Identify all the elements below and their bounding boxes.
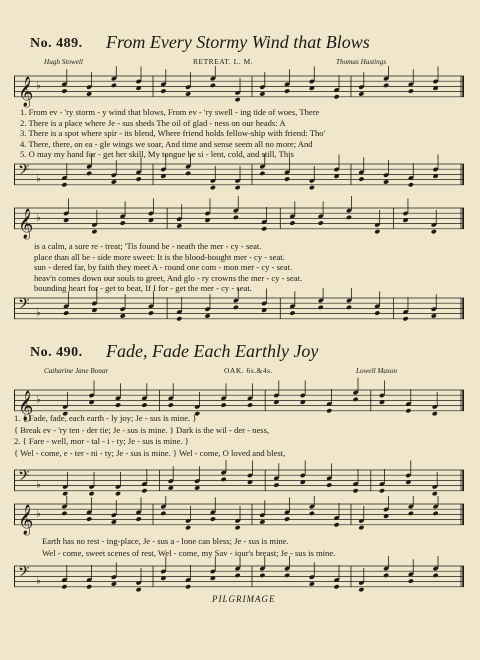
verse-line: { Wel - come, e - ter - ni - ty; Je - sus is mine. } Wel - come, O loved and blest, [14, 447, 286, 458]
hymn-490-number: No. 490. [30, 345, 83, 360]
svg-text:𝄢: 𝄢 [18, 563, 30, 585]
verse-line: 5. O may my hand for - get her skill, My tongue be si - lent, cold, and still, This [20, 149, 294, 160]
hymn-489-author: Hugh Stowell [44, 58, 83, 66]
footer-tune-name: PILGRIMAGE [212, 594, 276, 604]
hymn-489-composer: Thomas Hastings [336, 58, 387, 66]
hymn-490-tune: OAK. 6s.&4s. [224, 366, 273, 375]
verse-line: 4. There, there, on ea - gle wings we soar, And time and sense seem all no more; And [20, 138, 313, 149]
svg-text:𝄢: 𝄢 [18, 467, 30, 489]
treble-staff-drawing [14, 196, 464, 243]
svg-text:♭: ♭ [36, 173, 41, 185]
verse-line: 1. From ev - 'ry storm - y wind that blows, From ev - 'ry swell - ing tide of woes, There [20, 107, 320, 117]
hymn-489-treble-staff-2 [14, 196, 464, 243]
svg-text:𝄞: 𝄞 [18, 76, 34, 107]
verse-line: sun - dered far, by faith they meet A - round one com - mon mer - cy - seat. [34, 262, 293, 273]
hymn-489-bass-staff-1 [14, 154, 464, 199]
svg-text:♭: ♭ [36, 508, 41, 520]
svg-text:𝄞: 𝄞 [18, 390, 34, 421]
bass-staff-drawing [14, 288, 464, 333]
hymn-489-bass-staff-2 [14, 288, 464, 333]
hymn-489-tune: RETREAT. L. M. [193, 57, 253, 66]
hymn-489-title: From Every Stormy Wind that Blows [106, 32, 370, 52]
svg-text:♭: ♭ [36, 479, 41, 491]
svg-text:♭: ♭ [36, 80, 41, 92]
hymn-490-treble-staff-2 [14, 496, 464, 539]
svg-text:♭: ♭ [36, 394, 41, 406]
verse-line: heav'n comes down our souls to greet, And glo - ry crowns the mer - cy - seat. [34, 272, 303, 283]
verse-line: 2. There is a place where Je - sus sheds The oil of glad - ness on our heads: A [20, 117, 286, 128]
verse-line: Earth has no rest - ing-place, Je - sus a - lone can bless; Je - sus is mine. [42, 536, 289, 546]
hymn-490-composer: Lowell Mason [356, 367, 397, 375]
svg-text:𝄞: 𝄞 [18, 208, 34, 239]
hymn-489-treble-staff-1 [14, 66, 464, 111]
bass-staff-drawing [14, 154, 464, 199]
hymn-490-title: Fade, Fade Each Earthly Joy [106, 341, 319, 361]
hymn-489-verses-2 [34, 242, 302, 293]
verse-line: is a calm, a sure re - treat; 'Tis found be - neath the mer - cy - seat. [34, 241, 262, 251]
svg-text:♭: ♭ [36, 307, 41, 319]
svg-text:♭: ♭ [36, 212, 41, 224]
verse-line: { Break ev - 'ry ten - der tie; Je - sus is mine. } Dark is the wil - der - ness, [14, 424, 270, 435]
svg-text:𝄢: 𝄢 [18, 295, 30, 317]
hymn-489-number: No. 489. [30, 36, 83, 51]
verse-line: place than all be - side more sweet: It is the blood-bought mer - cy - seat. [34, 251, 285, 262]
verse-line: 2. { Fare - well, mor - tal - i - ty; Je - sus is mine. } [14, 436, 189, 447]
verse-line: Wel - come, sweet scenes of rest, Wel - come, my Sav - iour's breast; Je - sus is mine. [42, 547, 336, 558]
verse-line: 3. There is a spot where spir - its blend, Where friend holds fellow-ship with friend: Tho' [20, 128, 326, 139]
svg-text:♭: ♭ [36, 575, 41, 587]
hymn-490-author: Catharine Jane Bonar [44, 367, 109, 375]
verse-line: 1. { Fade, fade, each earth - ly joy; Je - sus is mine. } [14, 413, 197, 423]
hymn-490-verses-1 [14, 414, 285, 457]
treble-staff-drawing [14, 496, 464, 539]
hymn-490-verses-2 [42, 537, 335, 557]
svg-text:𝄞: 𝄞 [18, 504, 34, 535]
hymn-489-verses-1 [20, 108, 325, 159]
svg-text:𝄢: 𝄢 [18, 161, 30, 183]
treble-staff-drawing [14, 66, 464, 111]
verse-line: bounding heart for - get to beat, If I for - get the mer - cy - seat. [34, 283, 252, 294]
